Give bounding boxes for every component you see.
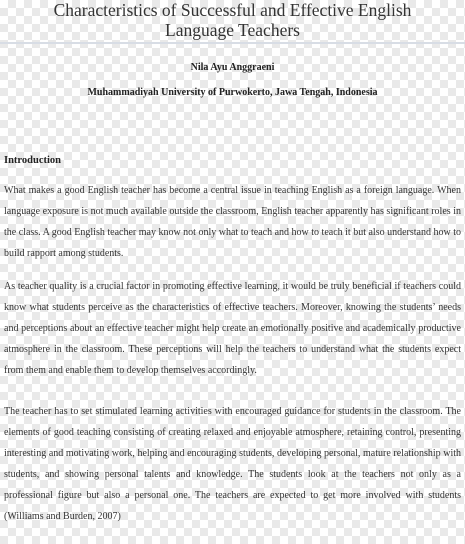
document-title-line-2: Language Teachers xyxy=(165,20,300,40)
section-heading-introduction: Introduction xyxy=(4,155,61,166)
paragraph-2: As teacher quality is a crucial factor in promoting effective learning, it would be truly beneficial if teachers could know what students perceive as the characteristics of effective teachers. Moreover, knowing the students’ needs and perceptions about an effective teacher might help create an emotionally positive and academically productive atmosphere in the classroom. These perceptions will help the teachers to understand what the students expect from them and enable them to develop themselves accordingly. xyxy=(4,281,461,376)
document-title-line-1: Characteristics of Successful and Effective English xyxy=(53,0,412,20)
title-divider xyxy=(0,42,465,44)
document-title xyxy=(0,0,465,40)
author-name: Nila Ayu Anggraeni xyxy=(190,62,275,73)
paragraph-1: What makes a good English teacher has become a central issue in teaching English as a foreign language. When language exposure is not much available outside the classroom, English teacher apparently has significant roles in the class. A good English teacher may know not only what to teach and how to teach it but also understand how to build rapport among students. xyxy=(4,185,461,259)
author-affiliation: Muhammadiyah University of Purwokerto, Jawa Tengah, Indonesia xyxy=(87,87,378,98)
paragraph-3: The teacher has to set stimulated learning activities with encouraged guidance for students in the classroom. The elements of good teaching consisting of creating relaxed and enjoyable atmosphere, retaining control, presenting interesting and motivating work, helping and encouraging students, developing personal, mature relationship with students, and showing personal talents and knowledge. The students look at the teachers not only as a professional figure but also a personal one. The teachers are expected to get more involved with students (Williams and Burden, 2007) xyxy=(4,406,461,522)
